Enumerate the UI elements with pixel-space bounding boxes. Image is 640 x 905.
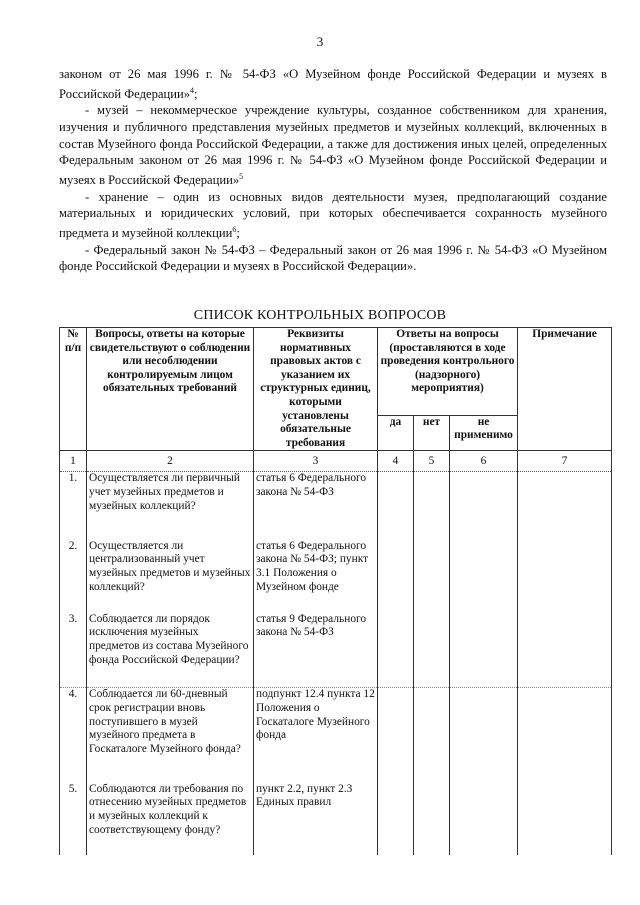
row-requisites: подпункт 12.4 пункта 12 Положения о Госкаталоге Музейного фонда [254,688,378,783]
row-question: Соблюдается ли 60-дневный срок регистрации вновь поступившего в музей музейного предмета в Госкаталоге Музейного фонда? [87,688,254,783]
answer-na-cell[interactable] [450,783,518,855]
answer-no-cell[interactable] [414,613,450,688]
row-number: 2. [60,540,87,613]
answer-na-cell[interactable] [450,472,518,540]
table-title: СПИСОК КОНТРОЛЬНЫХ ВОПРОСОВ [193,308,447,323]
table-header-row [60,328,612,416]
answer-no-cell[interactable] [414,540,450,613]
row-requisites: статья 6 Федерального закона № 54-ФЗ [254,472,378,540]
header-num: № п/п [60,328,87,451]
header-yes: да [378,415,414,451]
row-number: 3. [60,613,87,688]
answer-yes-cell[interactable] [378,540,414,613]
row-requisites: статья 6 Федерального закона № 54-ФЗ; пункт 3.1 Положения о Музейном фонде [254,540,378,613]
row-question: Соблюдаются ли требования по отнесению музейных предметов и музейных коллекций к соответствующему фонду? [87,783,254,855]
header-requisites: Реквизиты нормативных правовых актов с указанием их структурных единиц, которыми установлены обязательные требования [254,328,378,451]
column-number: 5 [414,451,450,472]
answer-yes-cell[interactable] [378,472,414,540]
answer-na-cell[interactable] [450,688,518,783]
answer-na-cell[interactable] [450,613,518,688]
note-cell[interactable] [518,783,612,855]
intro-text [59,66,607,275]
checklist-table [59,327,612,855]
note-cell[interactable] [518,613,612,688]
row-requisites: статья 9 Федерального закона № 54-ФЗ [254,613,378,688]
header-question: Вопросы, ответы на которые свидетельствуют о соблюдении или несоблюдении контролируемым лицом обязательных требований [87,328,254,451]
note-cell[interactable] [518,688,612,783]
answer-yes-cell[interactable] [378,783,414,855]
header-answers: Ответы на вопросы (проставляются в ходе проведения контрольного (надзорного) мероприятия) [378,328,518,416]
header-no: нет [414,415,450,451]
header-na: не применимо [450,415,518,451]
row-number: 5. [60,783,87,855]
note-cell[interactable] [518,472,612,540]
intro-paragraph-1: законом от 26 мая 1996 г. № 54-ФЗ «О Музейном фонде Российской Федерации и музеях в Российской Федерации»$^4$; [59,67,607,101]
row-number: 4. [60,688,87,783]
table-row [60,783,612,855]
column-numbers-row [60,451,612,472]
note-cell[interactable] [518,540,612,613]
column-number: 6 [450,451,518,472]
intro-paragraph-3: - хранение – один из основных видов деятельности музея, предполагающий создание материальных и юридических условий, при которых обеспечивается сохранность музейного предмета и музейной коллекции$^6$; [59,189,607,240]
column-number: 3 [254,451,378,472]
intro-paragraph-2: - музей – некоммерческое учреждение культуры, созданное собственником для хранения, изучения и публичного представления музейных предметов и музейных коллекций, включенных в состав Музейного фонда Российской Федерации, а также для достижения иных целей, определенных Федеральным законом от 26 мая 1996 г. № 54-ФЗ «О Музейном фонде Российской Федерации и музеях в Российской Федерации»$^5$ [59,103,607,187]
column-number: 2 [87,451,254,472]
answer-na-cell[interactable] [450,540,518,613]
table-row [60,688,612,783]
row-question: Осуществляется ли централизованный учет музейных предметов и музейных коллекций? [87,540,254,613]
row-requisites: пункт 2.2, пункт 2.3 Единых правил [254,783,378,855]
answer-yes-cell[interactable] [378,688,414,783]
intro-paragraph-4: - Федеральный закон № 54-ФЗ – Федеральный закон от 26 мая 1996 г. № 54-ФЗ «О Музейном фонде Российской Федерации и музеях в Российской Федерации». [59,242,607,274]
header-note: Примечание [518,328,612,451]
row-number: 1. [60,472,87,540]
column-number: 1 [60,451,87,472]
table-row [60,540,612,613]
row-question: Соблюдается ли порядок исключения музейных предметов из состава Музейного фонда Российской Федерации? [87,613,254,688]
table-row [60,472,612,540]
table-row [60,613,612,688]
row-question: Осуществляется ли первичный учет музейных предметов и музейных коллекций? [87,472,254,540]
column-number: 4 [378,451,414,472]
answer-no-cell[interactable] [414,783,450,855]
answer-yes-cell[interactable] [378,613,414,688]
answer-no-cell[interactable] [414,688,450,783]
column-number: 7 [518,451,612,472]
page-number: 3 [316,34,324,49]
answer-no-cell[interactable] [414,472,450,540]
